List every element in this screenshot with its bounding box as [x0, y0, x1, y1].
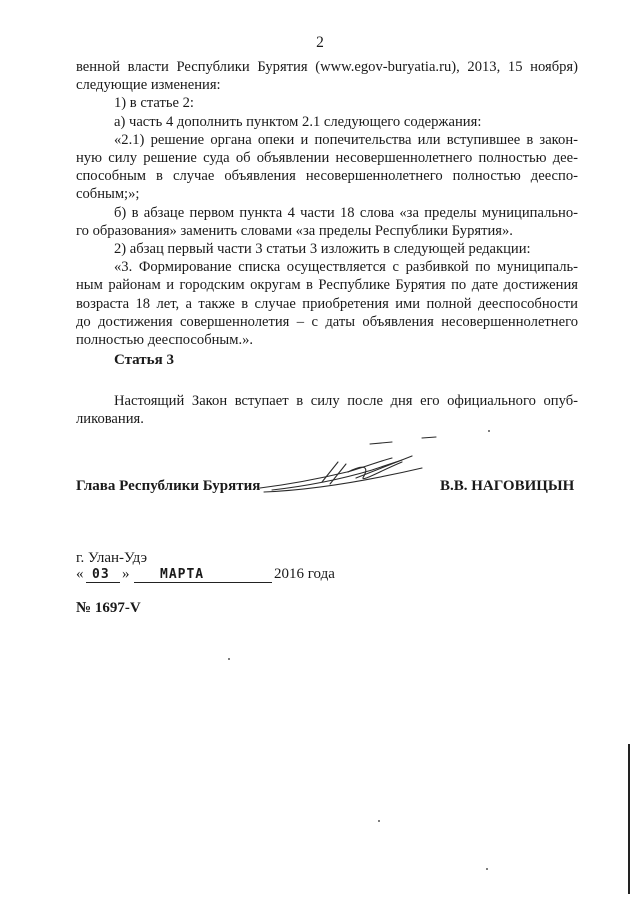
text-line: ную силу решение суда об объявлении несовершеннолетнего полностью дее- [76, 150, 578, 167]
text-line: полностью дееспособным.». [76, 332, 254, 349]
text-line: возраста 18 лет, а также в случае приобретения ими полной дееспособности [76, 295, 578, 312]
final-provision [76, 392, 578, 428]
handwritten-signature [252, 432, 452, 502]
text-line: «3. Формирование списка осуществляется с разбивкой по муниципаль- [114, 259, 578, 276]
scan-speck [488, 430, 490, 432]
text-line: до достижения совершеннолетия – с даты объявления несовершеннолетнего [76, 313, 578, 330]
date-line [76, 566, 376, 586]
scan-speck [228, 658, 230, 660]
text-line: 2) абзац первый части 3 статьи 3 изложить в следующей редакции: [114, 241, 531, 258]
text-line: «2.1) решение органа опеки и попечительства или вступившее в закон- [114, 131, 578, 148]
scan-speck [378, 820, 380, 822]
text-line: го образования» заменить словами «за пределы Республики Бурятия». [76, 222, 513, 239]
date-year: 2016 года [274, 566, 335, 582]
date-day: 03 [92, 567, 110, 582]
law-number: № 1697-V [76, 600, 141, 616]
date-month: МАРТА [160, 567, 205, 582]
text-line: ным районам и городским округам в Республике Бурятия по дате достижения [76, 277, 578, 294]
article-heading: Статья 3 [114, 352, 174, 368]
scan-edge-line [628, 744, 630, 894]
place-of-signing: г. Улан-Удэ [76, 550, 148, 566]
document-body [76, 58, 578, 349]
signatory-title: Глава Республики Бурятия [76, 478, 261, 494]
text-line: способным в случае объявления несовершеннолетнего полностью дееспо- [76, 168, 578, 185]
text-line: ликования. [76, 411, 144, 428]
scan-speck [486, 868, 488, 870]
text-line: собным;»; [76, 186, 140, 203]
text-line: а) часть 4 дополнить пунктом 2.1 следующего содержания: [114, 113, 482, 130]
text-line: следующие изменения: [76, 77, 221, 94]
text-line: б) в абзаце первом пункта 4 части 18 слова «за пределы муниципально- [114, 204, 578, 221]
date-open-quote: « [76, 566, 84, 582]
text-line: венной власти Республики Бурятия (www.egov-buryatia.ru), 2013, 15 ноября) [76, 59, 578, 75]
signatory-name: В.В. НАГОВИЦЫН [440, 478, 575, 494]
date-close-quote: » [122, 566, 130, 582]
text-line: 1) в статье 2: [114, 95, 194, 112]
text-line: Настоящий Закон вступает в силу после дня его официального опуб- [114, 393, 578, 409]
page-number: 2 [316, 34, 324, 51]
